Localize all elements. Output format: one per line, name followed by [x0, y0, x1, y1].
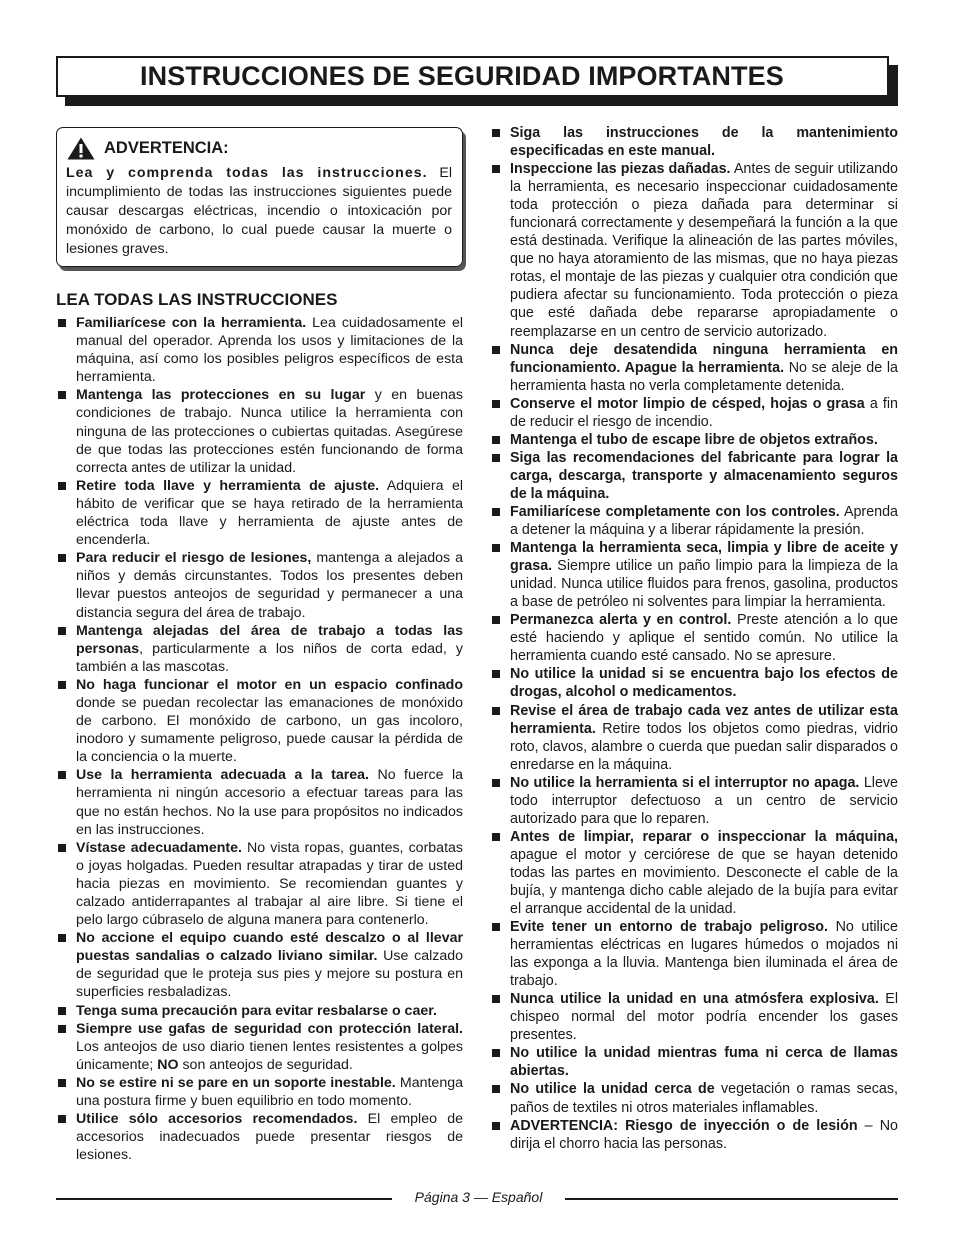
list-item: [490, 431, 898, 449]
item-bold-text: Siga las instrucciones de la mantenimiento especificadas en este manual.: [510, 125, 898, 160]
item-text: Aprenda a detener la máquina y a liberar rápidamente la presión.: [510, 503, 898, 539]
item-bold-text: Vístase adecuadamente.: [76, 839, 242, 856]
left-column: [56, 124, 463, 1164]
item-bold-text: Mantenga el tubo de escape libre de objetos extraños.: [510, 431, 878, 448]
warning-header: [66, 136, 452, 161]
item-bold-text: No utilice la unidad mientras fuma ni cerca de llamas abiertas.: [510, 1045, 898, 1080]
item-text: y en buenas condiciones de trabajo. Nunca utilice la herramienta con ninguna de las protecciones o cubiertas quitadas. Asegúrese de que todas las protecciones estén funcionando de forma correcta antes de utilizar la unidad.: [76, 387, 463, 476]
list-item: [56, 1020, 463, 1074]
page-title: INSTRUCCIONES DE SEGURIDAD IMPORTANTES: [56, 56, 889, 97]
item-bold-text: No utilice la unidad cerca de: [510, 1081, 715, 1098]
footer-page-label: Página 3 — Español: [414, 1189, 543, 1205]
item-text: El empleo de accesorios inadecuados puede presentar riesgos de lesiones.: [76, 1111, 463, 1164]
item-text: Adquiera el hábito de verificar que se haya retirado de la herramienta eléctrica toda llave y herramienta de ajuste antes de encenderla.: [76, 477, 464, 549]
list-item: [56, 477, 463, 549]
list-item: [56, 839, 463, 929]
list-item: [490, 124, 898, 160]
item-bold-text: Tenga suma precaución para evitar resbalarse o caer.: [76, 1002, 437, 1019]
list-item: [490, 1080, 898, 1116]
list-item: [490, 341, 898, 395]
item-text: Lea cuidadosamente el manual del operador. Aprenda los usos y limitaciones de la máquina, así como los posibles peligros específicos de esta herramienta.: [76, 315, 464, 386]
list-item: [490, 611, 898, 665]
right-instructions-list: [490, 124, 898, 1153]
warning-title: ADVERTENCIA:: [104, 139, 229, 157]
item-text: Antes de seguir utilizando la herramienta, es necesario inspeccionar cuidadosamente toda protección o pieza dañada para determinar si funcionará correctamente y desempeñará la función a la que está destinada. Verifique la alineación de las partes móviles, que no haya atoramiento de las mismas, que no haya piezas rotas, el montaje de las piezas y cualquier otra condición que pudiera afectar su funcionamiento. Toda protección o pieza que esté dañada debe repararse apropiadamente o reemplazarse en un centro de servicio autorizado.: [510, 161, 898, 340]
item-bold-text: No utilice la unidad si se encuentra bajo los efectos de drogas, alcohol o medicamentos.: [510, 666, 898, 701]
item-bold-text: Familiarícese completamente con los controles.: [510, 503, 840, 520]
list-item: [490, 539, 898, 611]
list-item: [490, 665, 898, 701]
list-item: [56, 549, 463, 621]
item-bold-text: No accione el equipo cuando esté descalzo o al llevar puestas sandalias o calzado liviano similar.: [76, 930, 463, 965]
item-bold-text: NO: [157, 1056, 179, 1073]
item-text: Use calzado de seguridad que le proteja sus pies y mejore su postura en superficies resbaladizas.: [76, 948, 464, 1001]
item-bold-text: Permanezca alerta y en control.: [510, 612, 732, 629]
page-footer: [56, 1188, 898, 1208]
list-item: [56, 1002, 463, 1020]
item-text: apague el motor y cerciórese de que se hayan detenido todas las partes en movimiento. Desconecte el cable de la bujía, y mantenga dicho cable alejado de la bujía para evitar el arranque accidental de la unidad.: [510, 846, 898, 918]
item-bold-text: ADVERTENCIA: Riesgo de inyección o de lesión: [510, 1117, 858, 1134]
item-text: Mantenga una postura firme y buen equilibrio en todo momento.: [76, 1074, 463, 1110]
list-item: [490, 395, 898, 431]
list-item: [490, 828, 898, 918]
warning-triangle-icon: [66, 136, 96, 161]
list-item: [490, 1044, 898, 1080]
item-bold-text: Familiarícese con la herramienta.: [76, 315, 307, 331]
list-item: [56, 676, 463, 766]
item-bold-text: Mantenga la herramienta seca, limpia y libre de aceite y grasa.: [510, 540, 898, 575]
right-column: [490, 124, 898, 1153]
list-item: [56, 766, 463, 838]
list-item: [56, 1110, 463, 1164]
list-item: [56, 386, 463, 476]
item-bold-text: Use la herramienta adecuada a la tarea.: [76, 767, 369, 784]
item-bold-text: Siempre use gafas de seguridad con protección lateral.: [76, 1020, 463, 1037]
list-item: [56, 929, 463, 1001]
list-item: [490, 918, 898, 990]
item-bold-text: Utilice sólo accesorios recomendados.: [76, 1111, 358, 1128]
item-text: Retire todos los objetos como piedras, vidrio roto, clavos, alambre o cuerda que puedan salir disparados o enredarse en la máquina.: [510, 720, 898, 773]
item-bold-text: No utilice la herramienta si el interruptor no apaga.: [510, 774, 860, 791]
item-bold-text: Inspeccione las piezas dañadas.: [510, 161, 731, 178]
item-text: No vista ropas, guantes, corbatas o joyas holgadas. Pueden resultar atrapadas y tirar de usted hacia piezas en movimiento. Se recomiendan guantes y calzado antiderrapantes al trabajar al aire libre. Si tiene el pelo largo cúbraselo de alguna manera para contenerlo.: [76, 839, 464, 929]
item-text: son anteojos de seguridad.: [178, 1056, 353, 1073]
list-item: [490, 503, 898, 539]
item-bold-text: Retire toda llave y herramienta de ajuste.: [76, 477, 380, 494]
item-text: El chispeo normal del motor podría encender los gases presentes.: [510, 991, 898, 1044]
list-item: [490, 702, 898, 774]
item-bold-text: Nunca utilice la unidad en una atmósfera explosiva.: [510, 991, 879, 1008]
item-bold-text: No haga funcionar el motor en un espacio confinado: [76, 676, 463, 693]
item-text: vegetación o ramas secas, paños de textiles ni otros materiales inflamables.: [510, 1081, 898, 1116]
item-text: , particularmente a los niños de corta edad, y también a las mascotas.: [76, 640, 463, 675]
item-text: No utilice herramientas eléctricas en lugares húmedos o mojados ni las exponga a la lluvia. Mantenga bien iluminada el área de trabajo.: [510, 919, 898, 990]
warning-body-text: El incumplimiento de todas las instrucciones siguientes puede causar descargas eléctricas, incendio o intoxicación por monóxido de carbono, lo cual puede causar la muerte o lesiones graves.: [66, 165, 452, 257]
list-item: [490, 449, 898, 503]
item-bold-text: Revise el área de trabajo cada vez antes de utilizar esta herramienta.: [510, 702, 898, 737]
item-text: – No dirija el chorro hacia las personas.: [510, 1117, 898, 1152]
list-item: [490, 1117, 898, 1153]
item-bold-text: No se estire ni se pare en un soporte inestable.: [76, 1074, 396, 1091]
item-text: donde se puedan recolectar las emanaciones de monóxido de carbono. El monóxido de carbono, un gas incoloro, inodoro y sumamente peligroso, puede causar la pérdida de la conciencia o la muerte.: [76, 694, 463, 766]
list-item: [56, 1074, 463, 1110]
item-text: Siempre utilice un paño limpio para la limpieza de la unidad. Nunca utilice fluidos para frenos, gasolina, productos a base de petróleo ni solventes para limpiar la herramienta.: [510, 558, 898, 611]
warning-text: [66, 164, 452, 259]
item-text: Preste atención a lo que esté haciendo y aplique el sentido común. No utilice la herramienta cuando esté cansado. No se apresure.: [510, 612, 898, 665]
item-text: Lleve todo interruptor defectuoso a un centro de servicio autorizado para que lo reparen.: [510, 774, 898, 827]
warning-bold-text: Lea y comprenda todas las instrucciones.: [66, 165, 428, 181]
item-bold-text: Mantenga las protecciones en su lugar: [76, 387, 366, 404]
warning-box: [56, 127, 463, 267]
list-item: [490, 774, 898, 828]
list-item: [56, 622, 463, 676]
item-text: Los anteojos de uso diario tienen lentes resistentes a golpes únicamente;: [76, 1038, 463, 1073]
item-bold-text: Para reducir el riesgo de lesiones,: [76, 550, 312, 567]
item-bold-text: Antes de limpiar, reparar o inspeccionar la máquina,: [510, 828, 898, 845]
section-title: LEA TODAS LAS INSTRUCCIONES: [56, 290, 338, 309]
item-text: a fin de reducir el riesgo de incendio.: [510, 395, 898, 430]
item-text: mantenga a alejados a niños y demás circunstantes. Todos los presentes deben llevar puestos anteojos de seguridad y permanecer a una distancia segura del área de trabajo.: [76, 550, 463, 621]
footer-rule-right: [565, 1198, 898, 1200]
footer-rule-left: [56, 1198, 392, 1200]
list-item: [490, 160, 898, 340]
list-item: [490, 990, 898, 1044]
item-bold-text: Siga las recomendaciones del fabricante para lograr la carga, descarga, transporte y almacenamiento seguros de la máquina.: [510, 449, 898, 502]
title-banner: [56, 56, 898, 106]
item-bold-text: Nunca deje desatendida ninguna herramienta en funcionamiento. Apague la herramienta.: [510, 341, 898, 376]
item-bold-text: Evite tener un entorno de trabajo peligroso.: [510, 919, 828, 936]
item-bold-text: Mantenga alejadas del área de trabajo a todas las personas: [76, 622, 463, 657]
list-item: [56, 314, 463, 386]
left-instructions-list: [56, 314, 463, 1164]
item-text: No se aleje de la herramienta hasta no verla completamente detenida.: [510, 359, 898, 394]
item-bold-text: Conserve el motor limpio de césped, hojas o grasa: [510, 395, 865, 412]
item-text: No fuerce la herramienta ni ningún accesorio a efectuar tareas para las que no están hechos. No la use para propósitos no indicados en las instrucciones.: [76, 767, 464, 838]
